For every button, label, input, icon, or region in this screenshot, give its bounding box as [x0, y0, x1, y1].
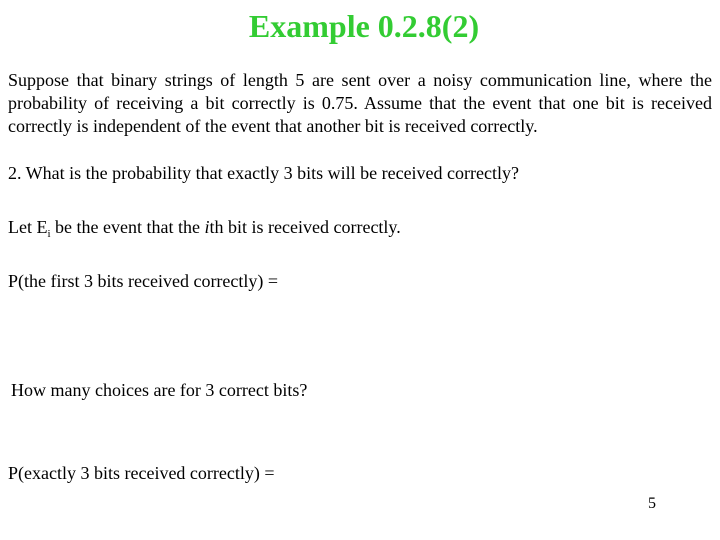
page-number: 5: [648, 495, 656, 512]
event-definition: [8, 216, 712, 246]
event-suffix: th bit is received correctly.: [209, 217, 401, 237]
question-text: 2. What is the probability that exactly 3 bits will be received correctly?: [8, 163, 519, 183]
problem-statement: Suppose that binary strings of length 5 are sent over a noisy communication line, where the probability of receiving a bit correctly is 0.75. Assume that the event that one bit is received correctly is independent of the event that another bit is received correctly.: [8, 70, 712, 136]
event-italic-i: i: [204, 217, 210, 237]
probability-exactly-three: P(exactly 3 bits received correctly) =: [8, 463, 275, 483]
event-prefix: Let E: [8, 217, 48, 237]
event-middle: be the event that the: [50, 217, 205, 237]
event-subscript: i: [47, 228, 51, 240]
choices-question: How many choices are for 3 correct bits?: [11, 380, 308, 400]
slide-title: Example 0.2.8(2): [248, 8, 480, 44]
probability-first-three: P(the first 3 bits received correctly) =: [8, 271, 279, 291]
